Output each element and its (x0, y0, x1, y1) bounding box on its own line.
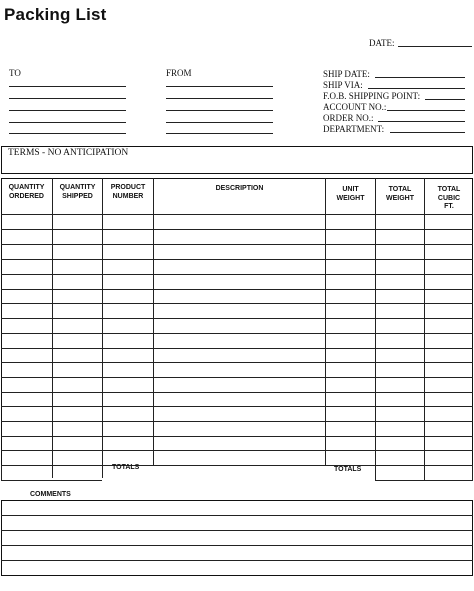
from-field-1[interactable] (167, 76, 271, 86)
col-header-qty-ordered (1, 184, 52, 201)
column-divider (424, 178, 425, 480)
comments-line (1, 530, 473, 531)
order-no-label: ORDER NO.: (323, 113, 374, 123)
comments-line (1, 560, 473, 561)
date-label: DATE: (369, 38, 395, 48)
table-row (1, 289, 473, 290)
table-row (1, 406, 473, 407)
table-row (1, 318, 473, 319)
to-line (9, 110, 126, 111)
to-line (9, 133, 126, 134)
comments-line (1, 515, 473, 516)
col-header-description (154, 185, 325, 194)
to-line (9, 86, 126, 87)
to-label: TO (9, 68, 21, 78)
col-header-line: CUBIC (437, 194, 461, 202)
from-label: FROM (166, 68, 192, 78)
comments-box[interactable] (1, 500, 473, 576)
fob-label: F.O.B. SHIPPING POINT: (323, 91, 421, 101)
table-row (1, 274, 473, 275)
column-divider (52, 178, 53, 478)
to-field-3[interactable] (10, 100, 124, 110)
col-header-line: PRODUCT (110, 184, 146, 191)
col-header-line: TOTAL (388, 186, 412, 193)
totals-right-edge (472, 465, 473, 480)
ship-date-field[interactable] (377, 67, 463, 77)
comments-line (1, 545, 473, 546)
column-divider (102, 178, 103, 478)
from-field-3[interactable] (167, 100, 271, 110)
totals-left-label: TOTALS (112, 464, 140, 471)
col-header-line: FT. (444, 203, 454, 210)
from-line (166, 133, 273, 134)
to-line (9, 98, 126, 99)
table-row (1, 348, 473, 349)
from-field-2[interactable] (167, 88, 271, 98)
from-line (166, 110, 273, 111)
table-row (1, 259, 473, 260)
table-row (1, 244, 473, 245)
department-label: DEPARTMENT: (323, 124, 385, 134)
col-header-line: NUMBER (112, 192, 144, 200)
col-header-line: DESCRIPTION (215, 185, 264, 192)
from-field-4[interactable] (167, 112, 271, 122)
column-divider (375, 178, 376, 480)
totals-left-edge (1, 465, 2, 480)
col-header-line: SHIPPED (62, 192, 93, 200)
table-row (1, 436, 473, 437)
fob-field[interactable] (427, 89, 463, 99)
table-row (1, 214, 473, 215)
table-row (1, 421, 473, 422)
from-line (166, 98, 273, 99)
col-header-unit-weight (326, 186, 375, 203)
page-title: Packing List (4, 5, 107, 24)
totals-right-label: TOTALS (334, 466, 362, 473)
table-row (1, 303, 473, 304)
table-row (1, 392, 473, 393)
to-field-1[interactable] (10, 76, 124, 86)
col-header-line: ORDERED (8, 192, 44, 200)
order-no-field[interactable] (380, 111, 463, 121)
col-header-line: QUANTITY (59, 184, 96, 191)
table-row (1, 362, 473, 363)
to-field-2[interactable] (10, 88, 124, 98)
col-header-line: QUANTITY (8, 184, 45, 191)
col-header-product-number (103, 184, 153, 201)
col-header-total-weight (376, 186, 424, 203)
account-no-label: ACCOUNT NO.: (323, 102, 387, 112)
table-row (1, 333, 473, 334)
col-header-line: WEIGHT (386, 194, 414, 202)
ship-date-label: SHIP DATE: (323, 69, 370, 79)
totals-left-bottom (1, 480, 102, 481)
col-header-line: UNIT (342, 186, 359, 193)
col-header-line: TOTAL (437, 186, 461, 193)
items-table (1, 178, 473, 466)
table-bottom-line (1, 465, 473, 466)
col-header-qty-shipped (53, 184, 102, 201)
totals-right-bottom (375, 480, 473, 481)
terms-label: TERMS - NO ANTICIPATION (8, 148, 129, 158)
date-line (398, 46, 472, 47)
to-field-5[interactable] (10, 123, 124, 133)
col-header-total-cubic-ft (425, 186, 473, 212)
table-row (1, 229, 473, 230)
ship-via-field[interactable] (370, 78, 463, 88)
account-no-field[interactable] (389, 100, 463, 110)
col-header-line: WEIGHT (336, 194, 365, 202)
from-field-5[interactable] (167, 123, 271, 133)
date-field[interactable] (400, 36, 470, 46)
ship-via-label: SHIP VIA: (323, 80, 363, 90)
from-line (166, 86, 273, 87)
department-line (390, 132, 465, 133)
table-row (1, 450, 473, 451)
department-field[interactable] (392, 122, 463, 132)
table-row (1, 377, 473, 378)
comments-label: COMMENTS (30, 491, 71, 498)
to-field-4[interactable] (10, 112, 124, 122)
